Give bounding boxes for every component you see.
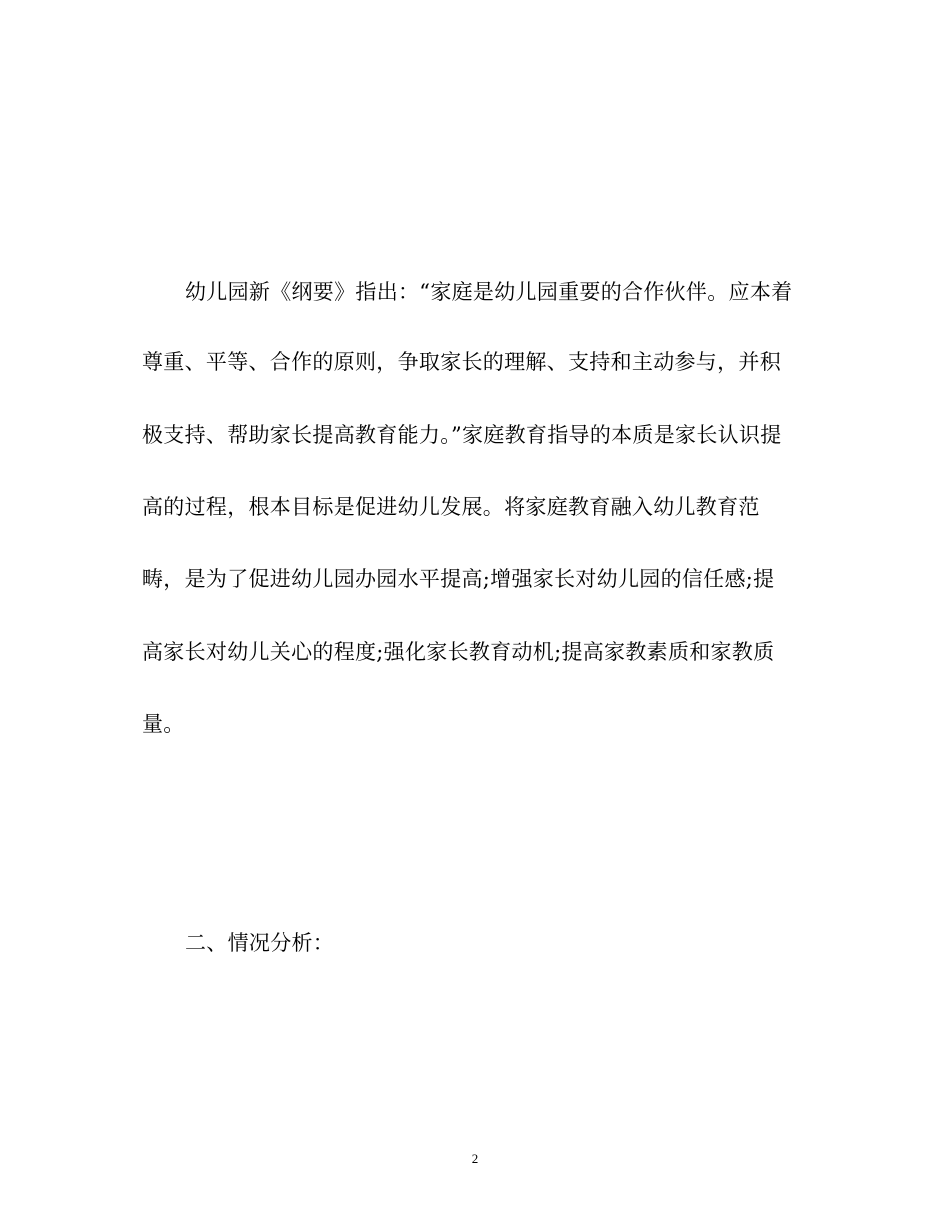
paragraph-line: 尊重、平等、合作的原则，争取家长的理解、支持和主动参与，并积 [142, 350, 781, 374]
paragraph-line: 极支持、帮助家长提高教育能力。”家庭教育指导的本质是家长认识提 [142, 423, 782, 447]
section-heading: 二、情况分析： [185, 931, 335, 955]
paragraph-line: 高家长对幼儿关心的程度;强化家长教育动机;提高家教素质和家教质 [142, 640, 775, 664]
page-number: 2 [471, 1151, 479, 1166]
paragraph-line: 畴，是为了促进幼儿园办园水平提高;增强家长对幼儿园的信任感;提 [142, 567, 775, 591]
paragraph-line: 幼儿园新《纲要》指出：“家庭是幼儿园重要的合作伙伴。应本着 [185, 280, 793, 304]
paragraph-line: 高的过程，根本目标是促进幼儿发展。将家庭教育融入幼儿教育范 [142, 495, 760, 519]
paragraph-line: 量。 [142, 712, 185, 736]
